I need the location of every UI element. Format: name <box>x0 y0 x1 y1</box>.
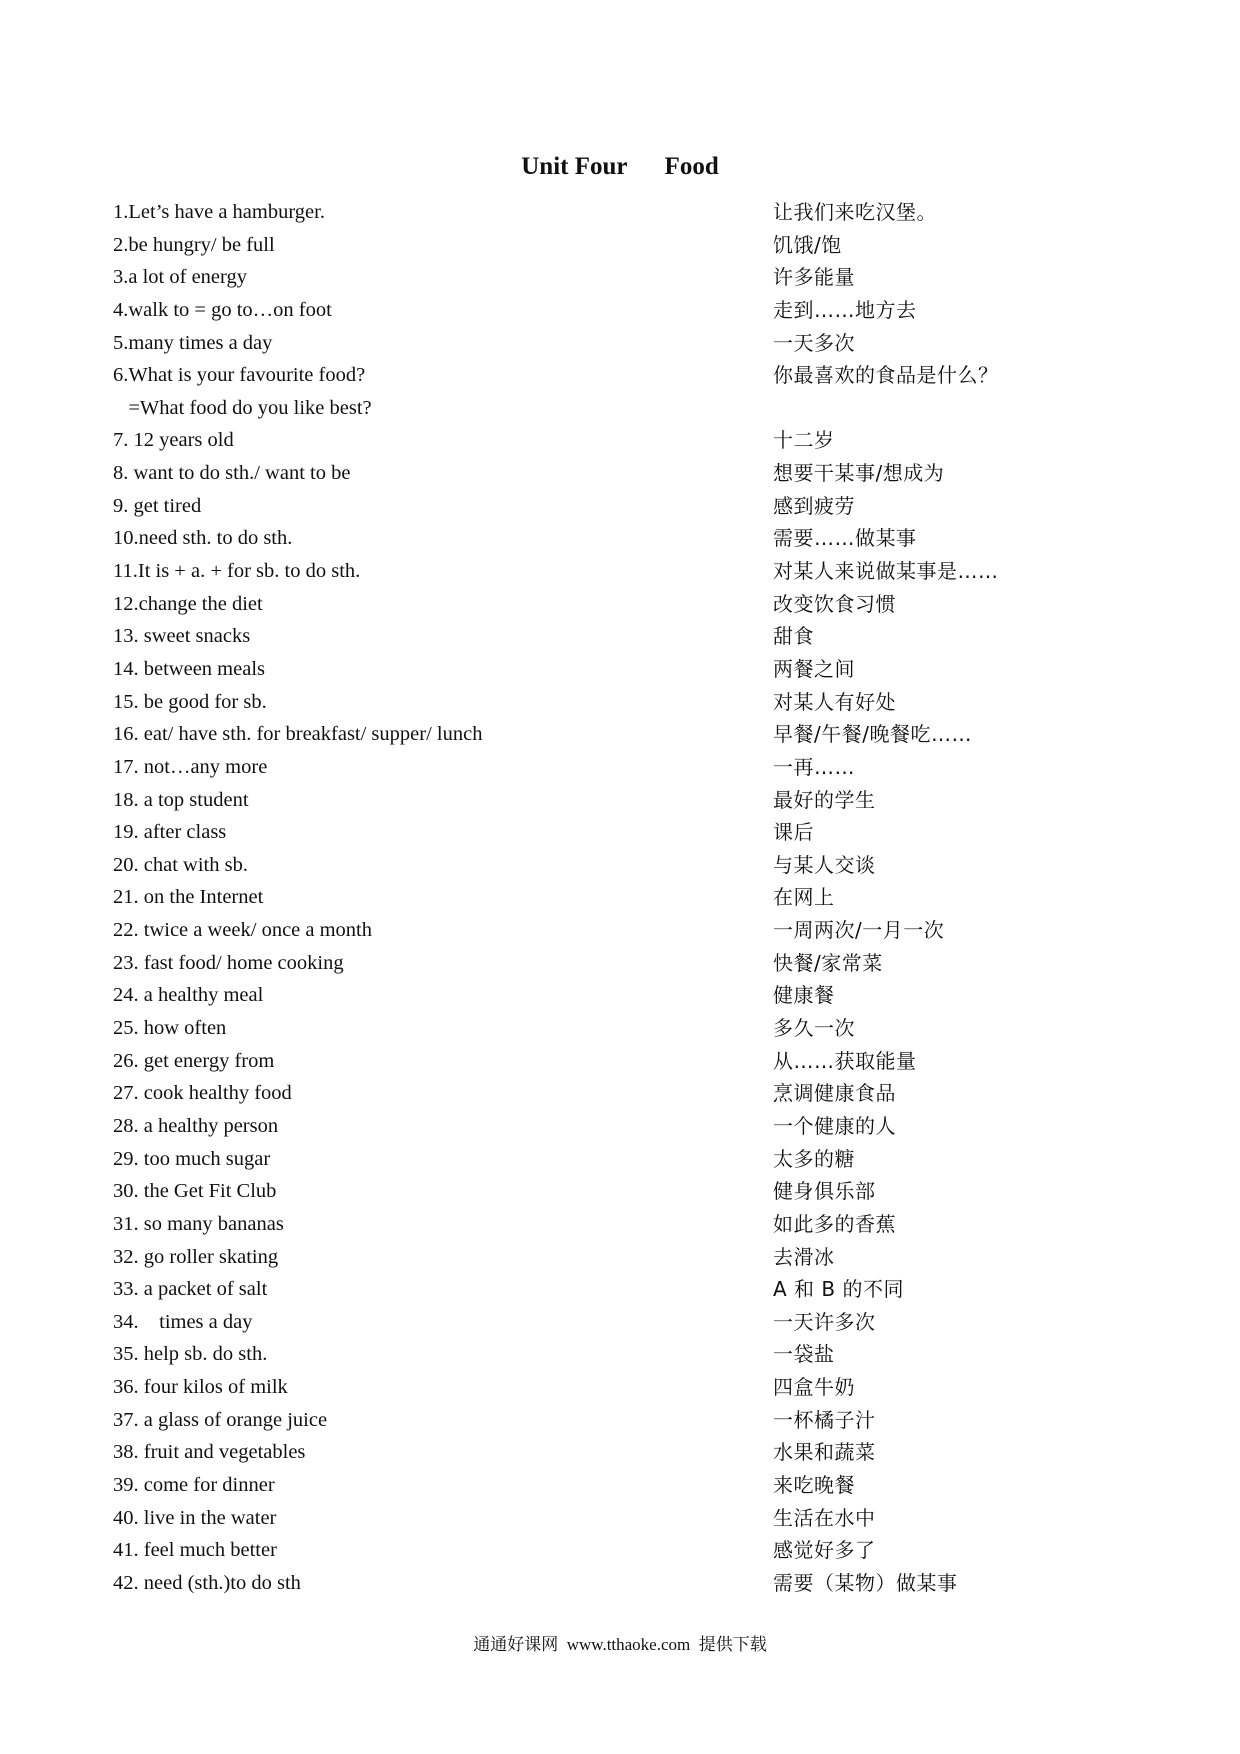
phrase-english: 41. feel much better <box>113 1539 277 1562</box>
phrase-chinese: 课后 <box>773 820 814 845</box>
phrase-chinese: A 和 B 的不同 <box>773 1277 904 1302</box>
phrase-english: 19. after class <box>113 821 227 844</box>
phrase-row <box>113 816 1133 849</box>
phrase-chinese: 四盒牛奶 <box>773 1375 855 1400</box>
phrase-english: 3.a lot of energy <box>113 266 247 289</box>
phrase-chinese: 一个健康的人 <box>773 1113 896 1138</box>
phrase-row <box>113 327 1133 360</box>
phrase-english: 39. come for dinner <box>113 1473 275 1496</box>
phrase-english: 24. a healthy meal <box>113 984 264 1007</box>
phrase-row <box>113 229 1133 262</box>
phrase-english: 34. times a day <box>113 1310 253 1333</box>
phrase-chinese: 对某人有好处 <box>773 689 896 714</box>
phrase-chinese: 需要（某物）做某事 <box>773 1570 958 1595</box>
phrase-english: 9. get tired <box>113 494 202 517</box>
phrase-english: 15. be good for sb. <box>113 690 267 713</box>
phrase-english: 10.need sth. to do sth. <box>113 527 293 550</box>
phrase-english: 25. how often <box>113 1017 227 1040</box>
phrase-chinese: 与某人交谈 <box>773 852 876 877</box>
phrase-row <box>113 1502 1133 1535</box>
phrase-english: =What food do you like best? <box>113 396 372 419</box>
phrase-english: 29. too much sugar <box>113 1147 271 1170</box>
phrase-english: 22. twice a week/ once a month <box>113 919 373 942</box>
phrase-row <box>113 1338 1133 1371</box>
phrase-english: 27. cook healthy food <box>113 1082 292 1105</box>
phrase-english: 38. fruit and vegetables <box>113 1441 306 1464</box>
phrase-chinese: 两餐之间 <box>773 656 855 681</box>
phrase-chinese: 对某人来说做某事是…… <box>773 559 999 584</box>
phrase-row <box>113 392 1133 425</box>
phrase-row <box>113 881 1133 914</box>
footer-credit: 通通好课网 www.tthaoke.com 提供下载 <box>473 1635 767 1654</box>
phrase-row <box>113 979 1133 1012</box>
phrase-row <box>113 1534 1133 1567</box>
phrase-english: 18. a top student <box>113 788 249 811</box>
phrase-english: 32. go roller skating <box>113 1245 279 1268</box>
phrase-english: 16. eat/ have sth. for breakfast/ supper/ lunch <box>113 723 483 746</box>
phrase-row <box>113 751 1133 784</box>
phrase-row <box>113 424 1133 457</box>
phrase-chinese: 生活在水中 <box>773 1505 876 1530</box>
phrase-row <box>113 1241 1133 1274</box>
phrase-chinese: 让我们来吃汉堡。 <box>773 200 937 224</box>
phrase-chinese: 许多能量 <box>773 265 855 290</box>
phrase-english: 6.What is your favourite food? <box>113 364 366 387</box>
phrase-chinese: 如此多的香蕉 <box>773 1211 896 1236</box>
phrase-english: 37. a glass of orange juice <box>113 1408 328 1431</box>
phrase-chinese: 一天许多次 <box>773 1309 876 1334</box>
phrase-chinese: 快餐/家常菜 <box>773 950 883 975</box>
phrase-english: 4.walk to = go to…on foot <box>113 298 332 321</box>
phrase-row <box>113 1273 1133 1306</box>
phrase-row <box>113 914 1133 947</box>
phrase-chinese: 从……获取能量 <box>773 1048 917 1073</box>
phrase-chinese: 想要干某事/想成为 <box>773 461 945 486</box>
phrase-english: 5.many times a day <box>113 331 273 354</box>
phrase-row <box>113 686 1133 719</box>
phrase-english: 20. chat with sb. <box>113 853 248 876</box>
phrase-english: 23. fast food/ home cooking <box>113 951 344 974</box>
phrase-english: 21. on the Internet <box>113 886 264 909</box>
phrase-chinese: 最好的学生 <box>773 787 876 812</box>
phrase-chinese: 来吃晚餐 <box>773 1472 855 1497</box>
phrase-chinese: 饥饿/饱 <box>773 232 842 257</box>
phrase-english: 28. a healthy person <box>113 1114 279 1137</box>
phrase-row <box>113 1110 1133 1143</box>
phrase-english: 36. four kilos of milk <box>113 1376 288 1399</box>
phrase-chinese: 甜食 <box>773 624 814 649</box>
phrase-row <box>113 588 1133 621</box>
phrase-row <box>113 261 1133 294</box>
phrase-chinese: 在网上 <box>773 885 835 910</box>
phrase-chinese: 一袋盐 <box>773 1342 835 1367</box>
phrase-row <box>113 1045 1133 1078</box>
phrase-chinese: 一再…… <box>773 754 855 779</box>
phrase-chinese: 水果和蔬菜 <box>773 1440 876 1465</box>
phrase-chinese: 需要……做某事 <box>773 526 917 551</box>
phrase-chinese: 改变饮食习惯 <box>773 591 896 616</box>
phrase-row <box>113 620 1133 653</box>
phrase-row <box>113 1175 1133 1208</box>
phrase-chinese: 早餐/午餐/晚餐吃…… <box>773 722 972 747</box>
phrase-row <box>113 947 1133 980</box>
phrase-chinese: 烹调健康食品 <box>773 1081 896 1106</box>
phrase-english: 31. so many bananas <box>113 1212 284 1235</box>
phrase-chinese: 一杯橘子汁 <box>773 1407 876 1432</box>
phrase-chinese: 十二岁 <box>773 428 835 453</box>
phrase-english: 11.It is + a. + for sb. to do sth. <box>113 560 361 583</box>
phrase-english: 1.Let’s have a hamburger. <box>113 201 325 223</box>
phrase-row <box>113 1208 1133 1241</box>
phrase-english: 8. want to do sth./ want to be <box>113 462 351 485</box>
phrase-row <box>113 849 1133 882</box>
phrase-chinese: 走到……地方去 <box>773 297 917 322</box>
phrase-english: 33. a packet of salt <box>113 1278 268 1301</box>
phrase-chinese: 感觉好多了 <box>773 1538 876 1563</box>
phrase-row <box>113 1143 1133 1176</box>
phrase-row <box>113 359 1133 392</box>
phrase-chinese: 去滑冰 <box>773 1244 835 1269</box>
phrase-english: 42. need (sth.)to do sth <box>113 1571 301 1594</box>
phrase-row <box>113 653 1133 686</box>
phrase-row <box>113 490 1133 523</box>
phrase-row <box>113 1371 1133 1404</box>
phrase-english: 14. between meals <box>113 657 265 680</box>
phrase-row <box>113 294 1133 327</box>
phrase-list <box>113 196 1133 1600</box>
phrase-row <box>113 1404 1133 1437</box>
phrase-row <box>113 1469 1133 1502</box>
phrase-english: 13. sweet snacks <box>113 625 251 648</box>
phrase-english: 30. the Get Fit Club <box>113 1180 277 1203</box>
phrase-english: 7. 12 years old <box>113 429 234 452</box>
phrase-english: 12.change the diet <box>113 592 263 615</box>
phrase-row <box>113 1077 1133 1110</box>
phrase-english: 35. help sb. do sth. <box>113 1343 268 1366</box>
phrase-row <box>113 1436 1133 1469</box>
phrase-chinese: 多久一次 <box>773 1016 855 1041</box>
phrase-row <box>113 718 1133 751</box>
phrase-row <box>113 1306 1133 1339</box>
phrase-row <box>113 196 1133 229</box>
phrase-row <box>113 522 1133 555</box>
phrase-row <box>113 555 1133 588</box>
phrase-row <box>113 1567 1133 1600</box>
phrase-english: 26. get energy from <box>113 1049 275 1072</box>
phrase-chinese: 太多的糖 <box>773 1146 855 1171</box>
phrase-english: 40. live in the water <box>113 1506 277 1529</box>
page-title: Unit Four Food <box>521 153 719 180</box>
phrase-chinese: 一天多次 <box>773 330 855 355</box>
phrase-row <box>113 457 1133 490</box>
phrase-chinese: 一周两次/一月一次 <box>773 918 945 943</box>
phrase-row <box>113 1012 1133 1045</box>
phrase-chinese: 健康餐 <box>773 983 835 1008</box>
phrase-chinese: 你最喜欢的食品是什么？ <box>773 363 999 388</box>
phrase-row <box>113 784 1133 817</box>
phrase-chinese: 健身俱乐部 <box>773 1179 876 1204</box>
phrase-chinese: 感到疲劳 <box>773 493 855 518</box>
phrase-english: 17. not…any more <box>113 755 268 778</box>
phrase-english: 2.be hungry/ be full <box>113 233 275 256</box>
